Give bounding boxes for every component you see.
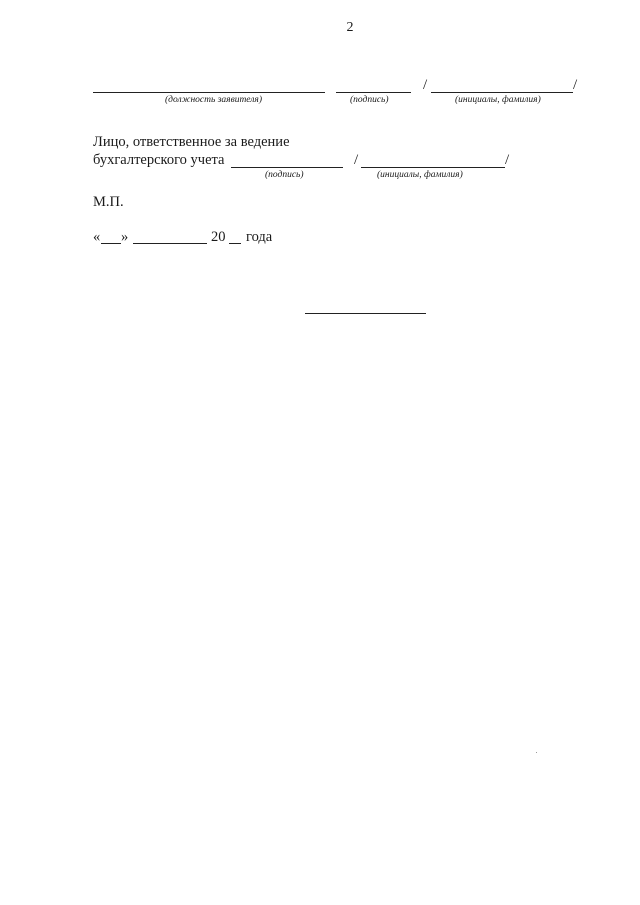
page-number: 2: [346, 20, 354, 35]
applicant-signature-line[interactable]: [336, 92, 411, 93]
accountant-separator-close: /: [505, 152, 510, 168]
scan-speck: [536, 752, 537, 753]
accountant-label-line2: бухгалтерского учета: [93, 152, 225, 168]
accountant-label-line1: Лицо, ответственное за ведение: [93, 134, 290, 150]
accountant-separator-open: /: [354, 152, 359, 168]
accountant-name-caption: (инициалы, фамилия): [377, 170, 463, 180]
date-century: 20: [211, 229, 226, 245]
date-year-line[interactable]: [229, 243, 241, 244]
name-separator-close: /: [573, 77, 578, 93]
applicant-name-caption: (инициалы, фамилия): [455, 95, 541, 105]
accountant-signature-line[interactable]: [231, 167, 343, 168]
date-close-quote: »: [121, 229, 129, 245]
applicant-name-line[interactable]: [431, 92, 573, 93]
position-line[interactable]: [93, 92, 325, 93]
accountant-name-line[interactable]: [361, 167, 505, 168]
stamp-label: М.П.: [93, 194, 124, 210]
date-day-line[interactable]: [101, 243, 121, 244]
closing-divider: [305, 313, 426, 314]
date-open-quote: «: [93, 229, 101, 245]
applicant-signature-caption: (подпись): [350, 95, 389, 105]
date-suffix: года: [246, 229, 273, 245]
name-separator-open: /: [423, 77, 428, 93]
date-month-line[interactable]: [133, 243, 207, 244]
accountant-signature-caption: (подпись): [265, 170, 304, 180]
position-caption: (должность заявителя): [165, 95, 263, 105]
